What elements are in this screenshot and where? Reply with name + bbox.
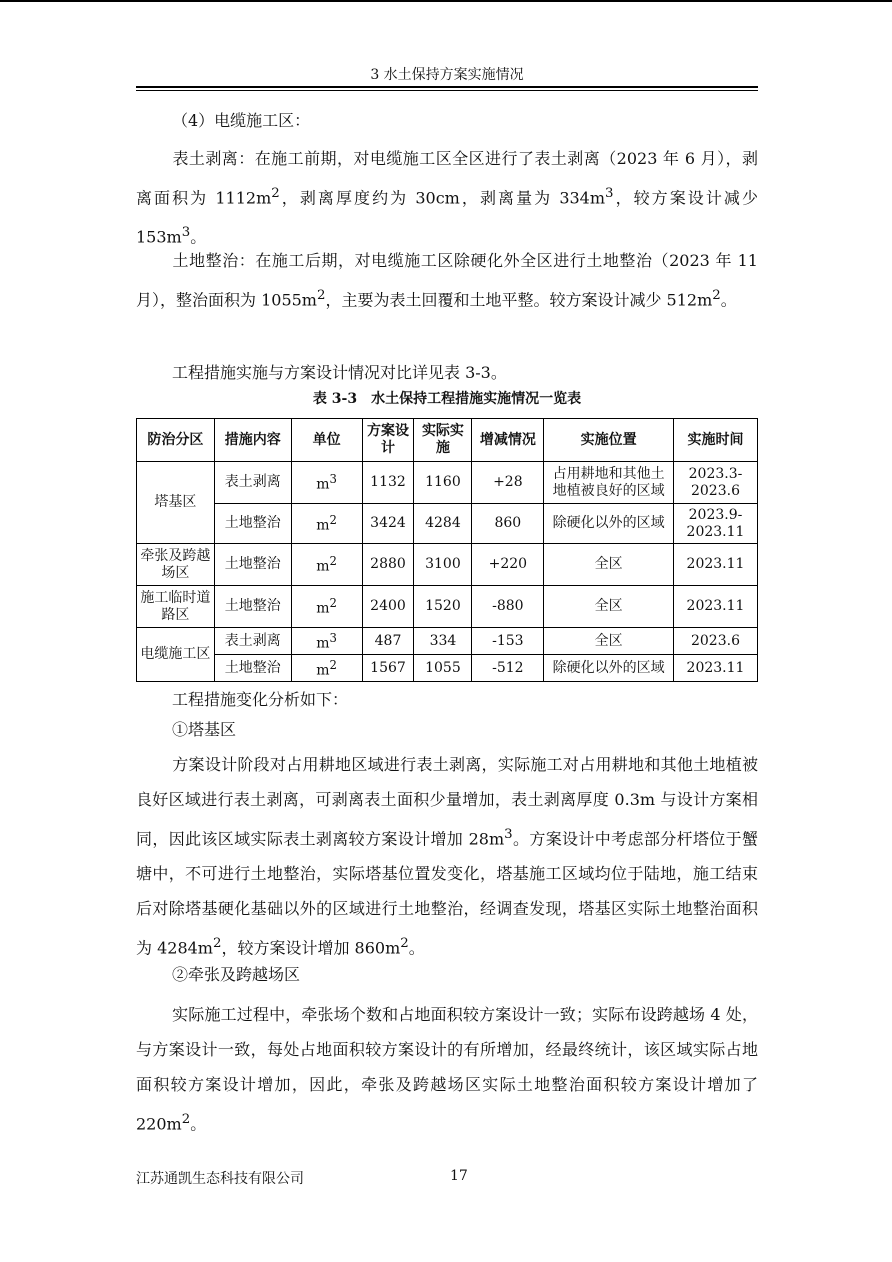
time-cell: 2023.6: [673, 628, 757, 655]
time-cell: 2023.3-2023.6: [673, 462, 757, 504]
table-row: [137, 504, 758, 544]
measure-cell: 土地整治: [214, 504, 291, 544]
time-cell: 2023.11: [673, 586, 757, 628]
column-header: 方案设计: [362, 419, 414, 462]
table-caption: 表 3-3 水土保持工程措施实施情况一览表: [312, 391, 582, 407]
table-row: [137, 462, 758, 504]
diff-cell: -880: [472, 586, 544, 628]
unit-cell: $m^3$: [291, 462, 362, 504]
diff-cell: -153: [472, 628, 544, 655]
column-header: 单位: [291, 419, 362, 462]
actual-cell: 1520: [414, 586, 472, 628]
cable-topsoil-paragraph: 表土剥离：在施工前期，对电缆施工区全区进行了表土剥离（2023 年 6 月），剥离面积为 $1112m^2$，剥离厚度约为 30cm，剥离量为 $334m^3$，较方案设计减少 $153m^3$。: [136, 149, 758, 247]
compare-note: 工程措施实施与方案设计情况对比详见表 3-3。: [172, 363, 507, 382]
page-top-border: [0, 0, 892, 2]
measure-cell: 土地整治: [214, 655, 291, 682]
zone-cell: 电缆施工区: [137, 628, 215, 682]
plan-cell: 2400: [362, 586, 414, 628]
diff-cell: +220: [472, 544, 544, 586]
table-row: [137, 544, 758, 586]
zone-cell: 牵张及跨越场区: [137, 544, 215, 586]
unit-cell: $m^2$: [291, 504, 362, 544]
actual-cell: 1055: [414, 655, 472, 682]
column-header: 实施位置: [544, 419, 674, 462]
time-cell: 2023.11: [673, 544, 757, 586]
cable-section-heading: （4）电缆施工区：: [172, 111, 311, 130]
plan-cell: 3424: [362, 504, 414, 544]
page-number: 17: [450, 1168, 468, 1184]
location-cell: 占用耕地和其他土地植被良好的区域: [544, 462, 674, 504]
unit-cell: $m^3$: [291, 628, 362, 655]
measure-cell: 土地整治: [214, 586, 291, 628]
plan-cell: 1567: [362, 655, 414, 682]
header-rule-thin: [136, 90, 758, 91]
column-header: 措施内容: [214, 419, 291, 462]
location-cell: 除硬化以外的区域: [544, 504, 674, 544]
column-header: 增减情况: [472, 419, 544, 462]
running-header: 3 水土保持方案实施情况: [370, 67, 524, 83]
diff-cell: +28: [472, 462, 544, 504]
actual-cell: 334: [414, 628, 472, 655]
measure-cell: 土地整治: [214, 544, 291, 586]
plan-cell: 1132: [362, 462, 414, 504]
column-header: 防治分区: [137, 419, 215, 462]
column-header: 实施时间: [673, 419, 757, 462]
actual-cell: 1160: [414, 462, 472, 504]
table-row: [137, 628, 758, 655]
plan-cell: 2880: [362, 544, 414, 586]
cable-land-paragraph: 土地整治：在施工后期，对电缆施工区除硬化外全区进行土地整治（2023 年 11 月），整治面积为 $1055m^2$，主要为表土回覆和土地平整。较方案设计减少 $512m^2$。: [136, 251, 758, 310]
measure-cell: 表土剥离: [214, 462, 291, 504]
tension-zone-heading: ②牵张及跨越场区: [172, 965, 301, 984]
column-header: 实际实施: [414, 419, 472, 462]
table-header-row: [137, 419, 758, 462]
time-cell: 2023.9-2023.11: [673, 504, 757, 544]
tower-zone-paragraph: 方案设计阶段对占用耕地区域进行表土剥离，实际施工对占用耕地和其他土地植被良好区域进行表土剥离，可剥离表土面积少量增加，表土剥离厚度 0.3m 与设计方案相同，因此该区域实际表土剥离较方案设计增加 $28m^3$。方案设计中考虑部分杆塔位于蟹塘中，不可进行土地整治，实际塔基位置发变化，塔基施工区域均位于陆地，施工结束后对除塔基硬化基础以外的区域进行土地整治，经调查发现，塔基区实际土地整治面积为 $4284m^2$，较方案设计增加 $860m^2$。: [136, 755, 758, 958]
location-cell: 全区: [544, 586, 674, 628]
plan-cell: 487: [362, 628, 414, 655]
measure-cell: 表土剥离: [214, 628, 291, 655]
location-cell: 全区: [544, 544, 674, 586]
footer-company: 江苏通凯生态科技有限公司: [136, 1171, 304, 1187]
zone-cell: 塔基区: [137, 462, 215, 544]
unit-cell: $m^2$: [291, 586, 362, 628]
actual-cell: 3100: [414, 544, 472, 586]
measures-table: [136, 418, 758, 682]
actual-cell: 4284: [414, 504, 472, 544]
unit-cell: $m^2$: [291, 544, 362, 586]
unit-cell: $m^2$: [291, 655, 362, 682]
table-row: [137, 655, 758, 682]
location-cell: 除硬化以外的区域: [544, 655, 674, 682]
tension-zone-paragraph: 实际施工过程中，牵张场个数和占地面积较方案设计一致；实际布设跨越场 4 处，与方案设计一致，每处占地面积较方案设计的有所增加，经最终统计，该区域实际占地面积较方案设计增加，因此，牵张及跨越场区实际土地整治面积较方案设计增加了 $220m^2$。: [136, 1005, 758, 1134]
diff-cell: -512: [472, 655, 544, 682]
analysis-intro: 工程措施变化分析如下：: [172, 690, 349, 709]
table-row: [137, 586, 758, 628]
location-cell: 全区: [544, 628, 674, 655]
diff-cell: 860: [472, 504, 544, 544]
time-cell: 2023.11: [673, 655, 757, 682]
zone-cell: 施工临时道路区: [137, 586, 215, 628]
tower-zone-heading: ①塔基区: [172, 720, 237, 739]
header-rule-thick: [136, 86, 758, 88]
